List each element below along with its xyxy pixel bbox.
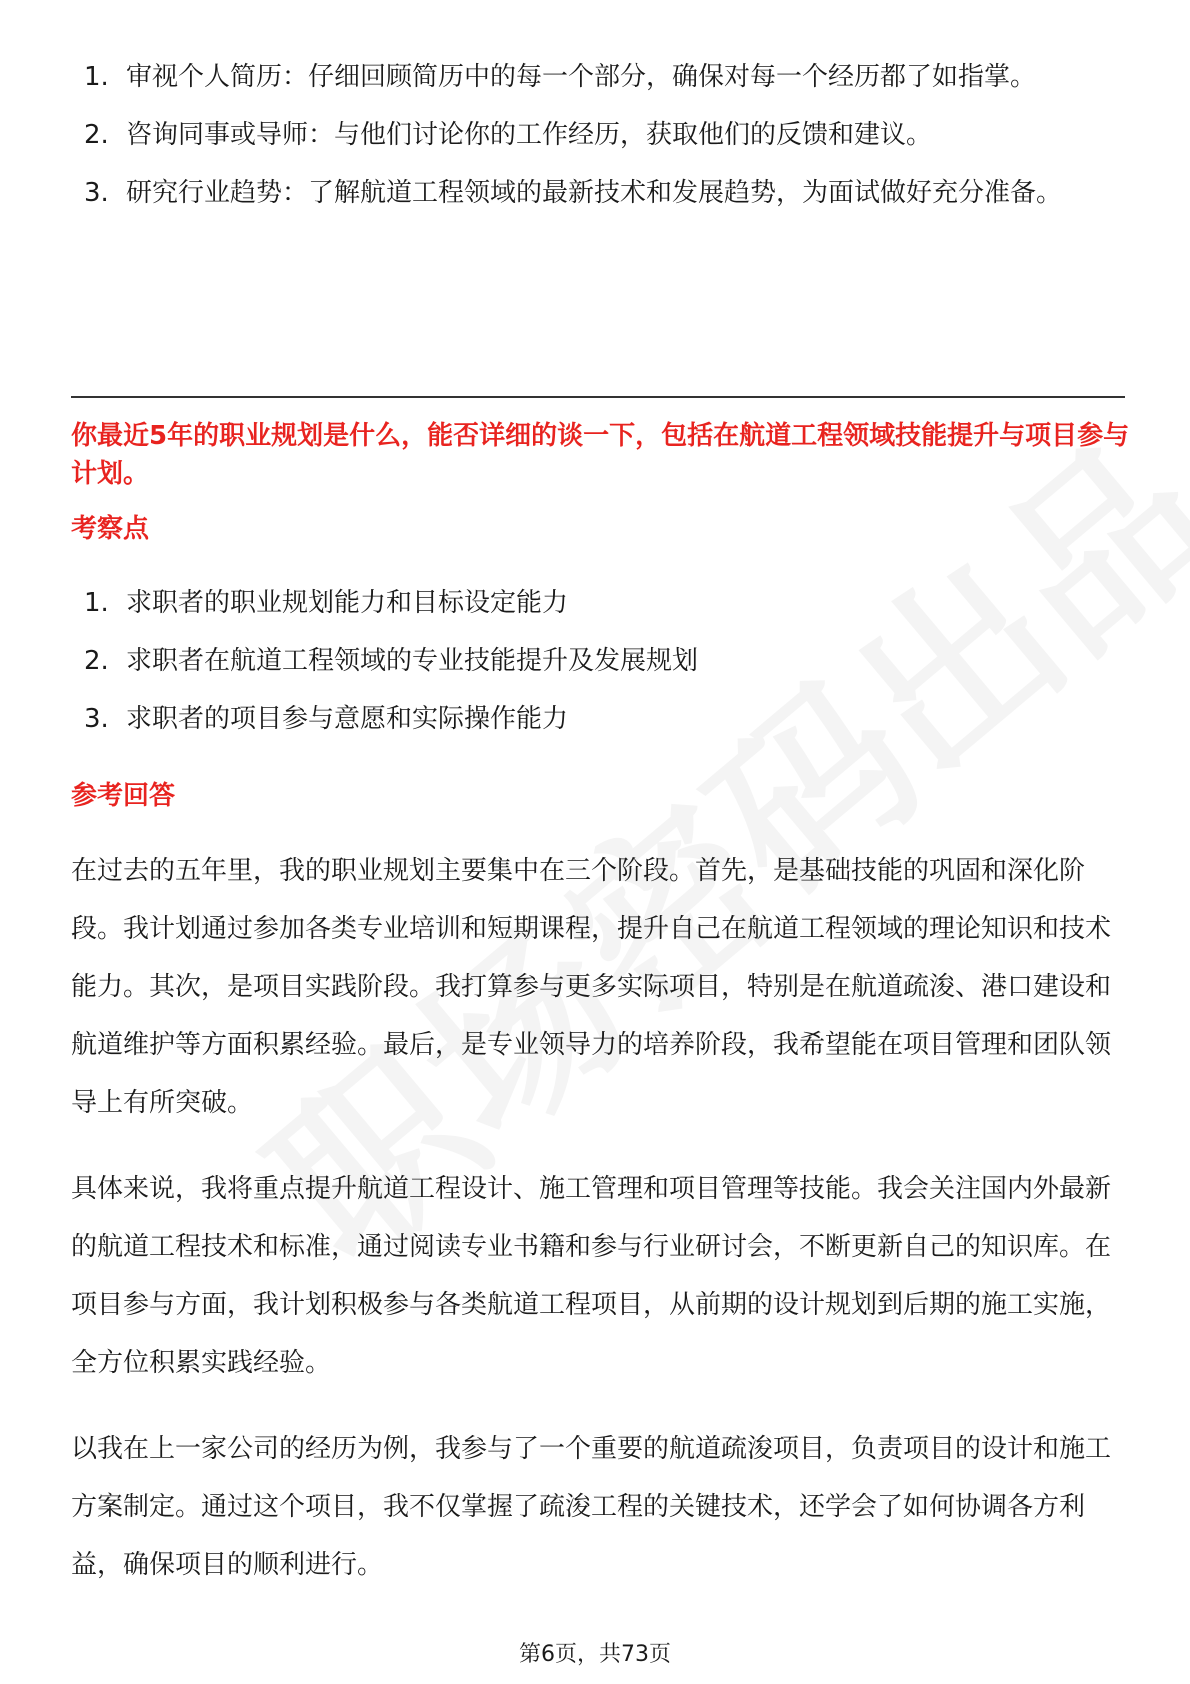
list-number: 3. [84, 704, 109, 734]
list-number: 1. [84, 62, 109, 92]
focus-heading: 考察点 [71, 514, 150, 544]
answer-paragraph: 以我在上一家公司的经历为例，我参与了一个重要的航道疏浚项目，负责项目的设计和施工方案制定。通过这个项目，我不仅掌握了疏浚工程的关键技术，还学会了如何协调各方利益，确保项目的顺利进行。 [71, 1434, 1112, 1580]
intro-list [0, 48, 1190, 222]
interview-question: 你最近5年的职业规划是什么，能否详细的谈一下，包括在航道工程领域技能提升与项目参与计划。 [71, 421, 1130, 489]
answer-paragraph: 在过去的五年里，我的职业规划主要集中在三个阶段。首先，是基础技能的巩固和深化阶段。我计划通过参加各类专业培训和短期课程，提升自己在航道工程领域的理论知识和技术能力。其次，是项目实践阶段。我打算参与更多实际项目，特别是在航道疏浚、港口建设和航道维护等方面积累经验。最后，是专业领导力的培养阶段，我希望能在项目管理和团队领导上有所突破。 [71, 856, 1112, 1118]
page-footer: 第6页，共73页 [519, 1642, 671, 1667]
list-number: 1. [84, 588, 109, 618]
list-item [0, 632, 1190, 690]
list-text: 求职者的职业规划能力和目标设定能力 [126, 588, 569, 618]
list-number: 2. [84, 120, 109, 150]
list-item [0, 164, 1190, 222]
list-number: 2. [84, 646, 109, 676]
section-divider [71, 396, 1125, 398]
list-item [0, 690, 1190, 748]
list-item [0, 106, 1190, 164]
list-text: 研究行业趋势：了解航道工程领域的最新技术和发展趋势，为面试做好充分准备。 [126, 178, 1063, 208]
answer-paragraph: 具体来说，我将重点提升航道工程设计、施工管理和项目管理等技能。我会关注国内外最新的航道工程技术和标准，通过阅读专业书籍和参与行业研讨会，不断更新自己的知识库。在项目参与方面，我计划积极参与各类航道工程项目，从前期的设计规划到后期的施工实施，全方位积累实践经验。 [71, 1174, 1112, 1378]
list-item [0, 48, 1190, 106]
list-text: 求职者的项目参与意愿和实际操作能力 [126, 704, 569, 734]
list-text: 审视个人简历：仔细回顾简历中的每一个部分，确保对每一个经历都了如指掌。 [126, 62, 1037, 92]
list-number: 3. [84, 178, 109, 208]
answer-heading: 参考回答 [71, 781, 176, 811]
focus-list [0, 574, 1190, 748]
list-item [0, 574, 1190, 632]
list-text: 求职者在航道工程领域的专业技能提升及发展规划 [126, 646, 699, 676]
list-text: 咨询同事或导师：与他们讨论你的工作经历，获取他们的反馈和建议。 [126, 120, 933, 150]
